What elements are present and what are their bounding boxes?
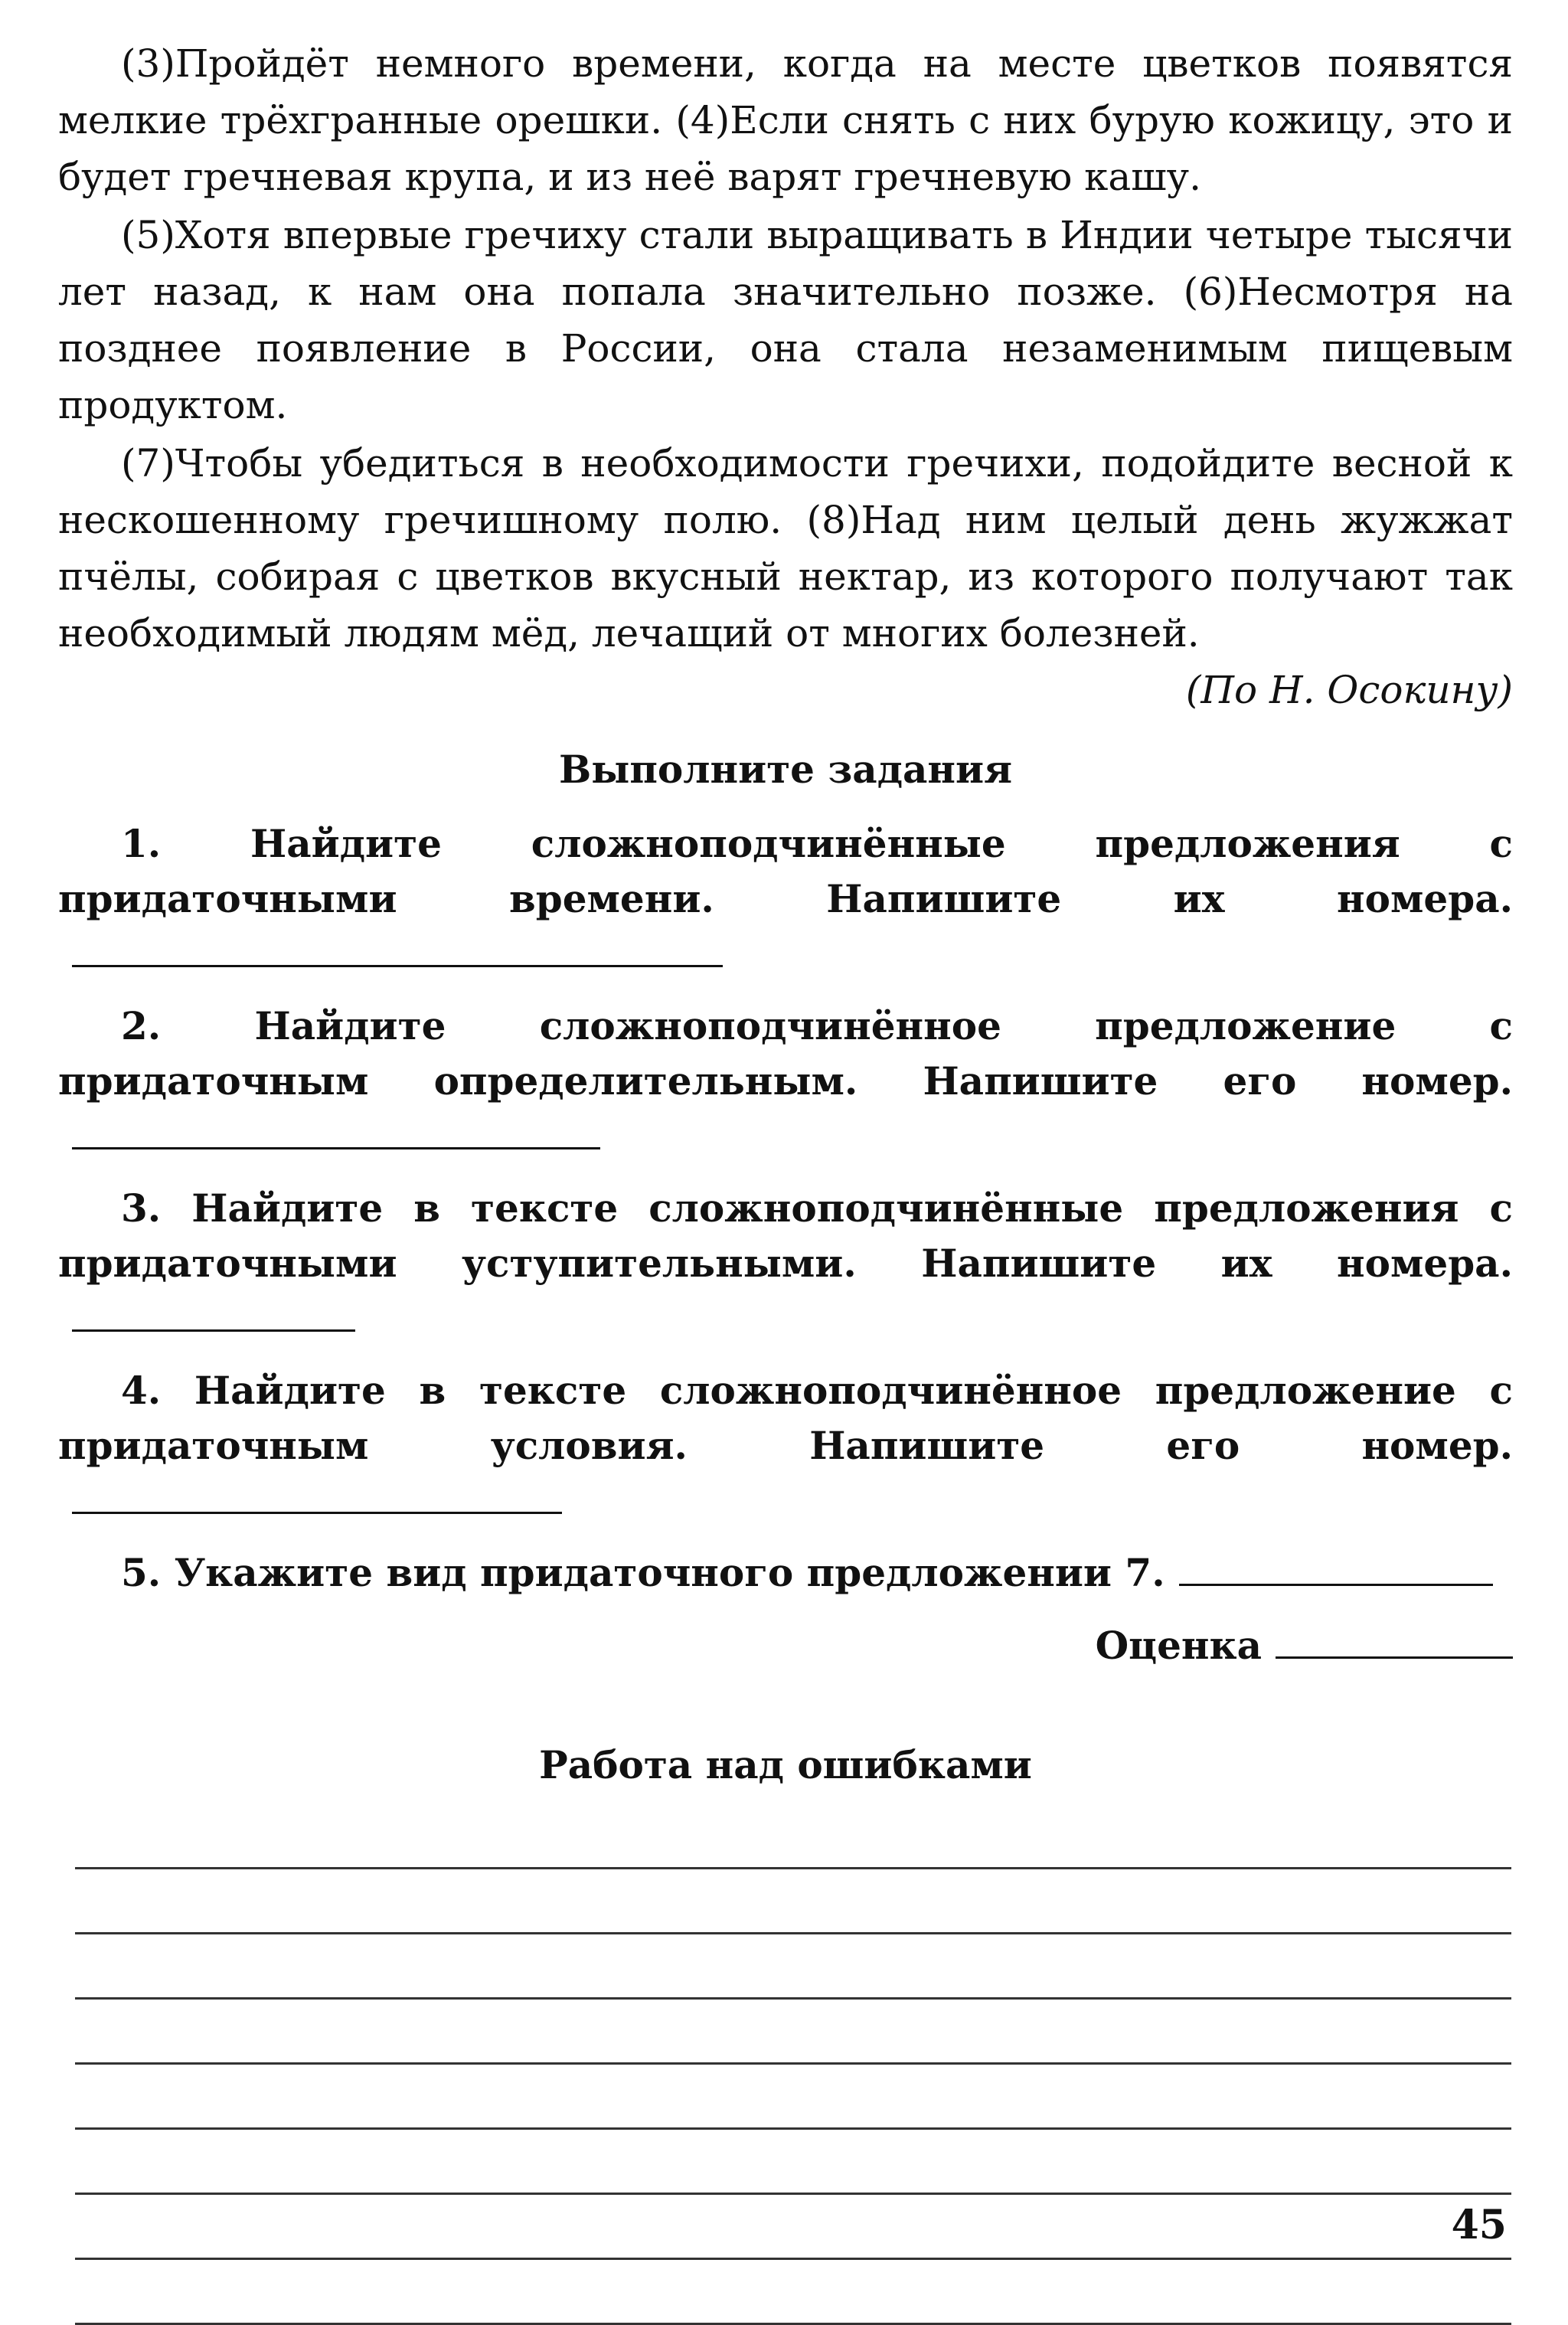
grade-label: Оценка: [1095, 1623, 1262, 1668]
page-number: 45: [1451, 2202, 1507, 2248]
writing-line[interactable]: [75, 1804, 1511, 1869]
answer-blank[interactable]: [72, 1112, 600, 1149]
reading-text: [58, 35, 1513, 718]
tasks-heading: Выполните задания: [558, 747, 1013, 792]
text-paragraph: (5)Хотя впервые гречиху стали выращивать в Индии четыре тысячи лет назад, к нам она попала значительно позже. (6)Несмотря на позднее появление в России, она стала незаменимым пищевым продуктом.: [58, 213, 1513, 427]
text-paragraph: (3)Пройдёт немного времени, когда на месте цветков появятся мелкие трёхгранные орешки. (4)Если снять с них бурую кожицу, это и будет гречневая крупа, и из неё варят гречневую кашу.: [58, 41, 1513, 199]
task-item: [58, 1545, 1513, 1601]
writing-lines: [58, 1804, 1513, 2325]
writing-line[interactable]: [75, 2065, 1511, 2130]
grade-blank[interactable]: [1276, 1621, 1513, 1659]
grade-row: [58, 1617, 1513, 1674]
writing-line[interactable]: [75, 2000, 1511, 2065]
answer-blank[interactable]: [72, 930, 723, 967]
text-paragraph: (7)Чтобы убедиться в необходимости гречихи, подойдите весной к нескошенному гречишному полю. (8)Над ним целый день жужжат пчёлы, собирая с цветков вкусный нектар, из которого получают так необходимый людям мёд, лечащий от многих болезней.: [58, 441, 1513, 656]
answer-blank[interactable]: [72, 1294, 355, 1332]
errors-heading: Работа над ошибками: [539, 1742, 1032, 1787]
writing-line[interactable]: [75, 2260, 1511, 2325]
task-text: 4. Найдите в тексте сложноподчинённое предложение с придаточным условия. Напишите его номер.: [58, 1368, 1513, 1468]
task-item: [58, 816, 1513, 982]
writing-line[interactable]: [75, 1869, 1511, 1934]
writing-line[interactable]: [75, 2130, 1511, 2195]
writing-line[interactable]: [75, 1934, 1511, 2000]
task-item: [58, 999, 1513, 1164]
task-item: [58, 1181, 1513, 1346]
writing-line[interactable]: [75, 2195, 1511, 2260]
answer-blank[interactable]: [72, 1476, 562, 1514]
task-text: 2. Найдите сложноподчинённое предложение с придаточным определительным. Напишите его номер.: [58, 1003, 1513, 1104]
task-text: 1. Найдите сложноподчинённые предложения с придаточными времени. Напишите их номера.: [58, 821, 1513, 921]
tasks-list: [58, 816, 1513, 1601]
task-text: 3. Найдите в тексте сложноподчинённые предложения с придаточными уступительными. Напишите их номера.: [58, 1185, 1513, 1286]
task-text: 5. Укажите вид придаточного предложении 7.: [121, 1550, 1165, 1595]
page-content: [58, 35, 1513, 2325]
task-item: [58, 1363, 1513, 1529]
answer-blank[interactable]: [1179, 1548, 1493, 1586]
source-attribution: (По Н. Осокину): [1185, 668, 1513, 712]
